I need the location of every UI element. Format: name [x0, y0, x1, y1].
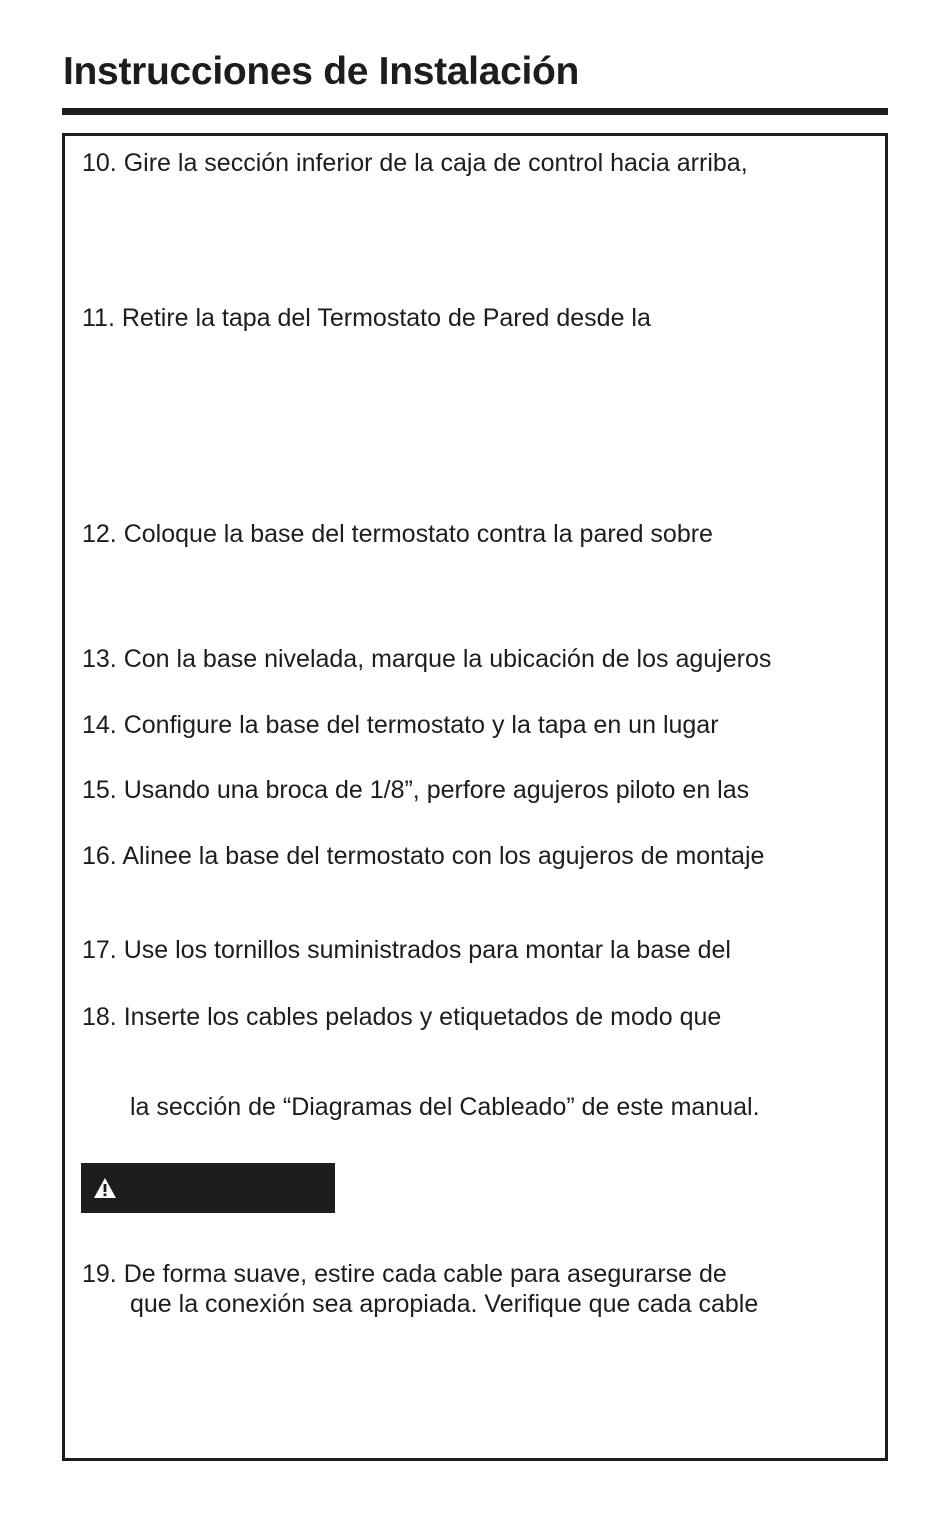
step-18 [82, 1002, 721, 1032]
step-10 [82, 148, 748, 178]
step-number: 14. [82, 711, 117, 739]
step-number: 18. [82, 1003, 117, 1031]
step-number: 15. [82, 776, 117, 804]
step-text: Inserte los cables pelados y etiquetados de modo que [123, 1003, 722, 1031]
title-rule [62, 108, 888, 115]
step-11 [82, 303, 651, 333]
step-text: Con la base nivelada, marque la ubicación de los agujeros [123, 645, 772, 673]
step-19-continuation: que la conexión sea apropiada. Verifique que cada cable [130, 1290, 759, 1318]
step-number: 17. [82, 936, 117, 964]
warning-banner [81, 1163, 335, 1213]
step-text: Coloque la base del termostato contra la pared sobre [123, 520, 713, 548]
step-number: 16. [82, 842, 117, 870]
step-text: Retire la tapa del Termostato de Pared desde la [121, 304, 651, 332]
page-title: Instrucciones de Instalación [63, 50, 580, 93]
step-16 [82, 841, 764, 871]
step-14 [82, 710, 719, 740]
step-15 [82, 775, 749, 805]
step-19 [82, 1259, 727, 1289]
step-number: 10. [82, 149, 117, 177]
step-text: Alinee la base del termostato con los agujeros de montaje [122, 842, 765, 870]
step-18-continuation: la sección de “Diagramas del Cableado” de este manual. [130, 1093, 760, 1121]
step-text: Usando una broca de 1/8”, perfore agujeros piloto en las [123, 776, 750, 804]
step-text: Configure la base del termostato y la tapa en un lugar [123, 711, 719, 739]
step-text: De forma suave, estire cada cable para asegurarse de [123, 1260, 727, 1288]
step-12 [82, 519, 713, 549]
warning-triangle-icon [93, 1177, 117, 1199]
step-17 [82, 935, 731, 965]
step-number: 13. [82, 645, 117, 673]
step-text: Use los tornillos suministrados para montar la base del [123, 936, 731, 964]
step-text: Gire la sección inferior de la caja de control hacia arriba, [123, 149, 748, 177]
step-number: 12. [82, 520, 117, 548]
step-number: 19. [82, 1260, 117, 1288]
step-number: 11. [82, 304, 115, 332]
step-13 [82, 644, 771, 674]
